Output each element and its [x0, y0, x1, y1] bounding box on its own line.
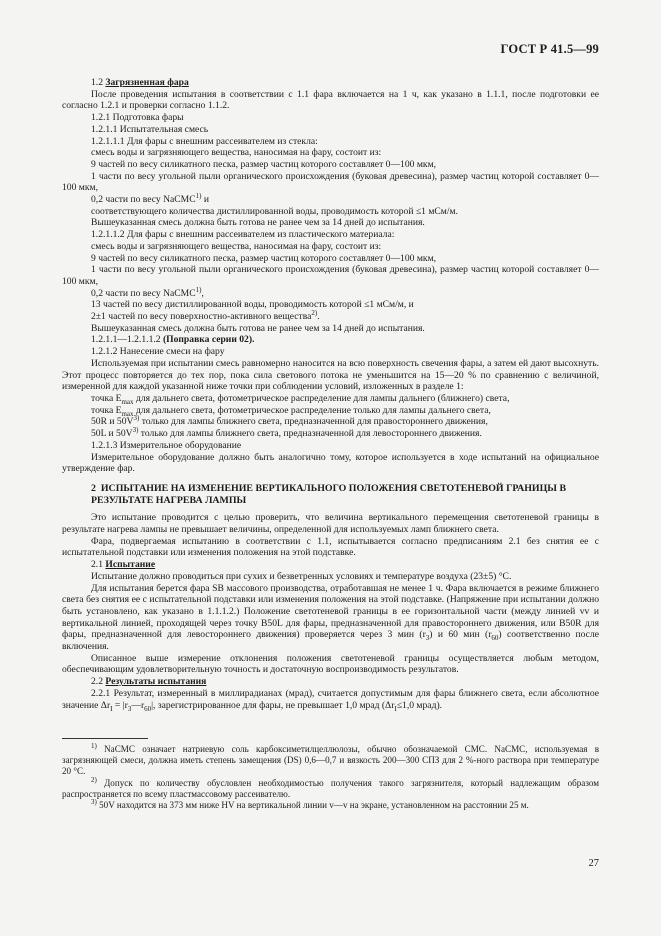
subsection-heading: 1.2.1.2 Нанесение смеси на фару	[91, 346, 225, 358]
paragraph: Это испытание проводится с целью проверить, что величина вертикального перемещения светотеневой границы в результате нагрева лампы не превышает величины, определенной для используемых ламп ближнего света.	[62, 512, 599, 536]
subscript: I	[110, 704, 113, 713]
text-run: ,	[201, 287, 204, 299]
paragraph: Испытание должно проводиться при сухих и безветренных условиях и температуре воздуха (23±5) °С.	[91, 570, 512, 582]
subsection-heading: 1.2.1.1.2 Для фары с внешним рассеивателем из пластического материала:	[91, 229, 395, 241]
paragraph: После проведения испытания в соответствии с 1.1 фара включается на 1 ч, как указано в 1.1.1, после подготовки ее согласно 1.2.1 и проверки согласно 1.1.2.	[62, 88, 599, 112]
section-title: Загрязненная фара	[105, 77, 189, 88]
footnote-ref: 1)	[195, 191, 202, 200]
point-item	[62, 393, 599, 405]
text-run: 2±1 частей по весу поверхностно-активного вещества	[91, 311, 312, 323]
footnote-text: 50V находится на 373 мм ниже HV на вертикальной линии v—v на экране, установленном на расстоянии 25 м.	[96, 800, 529, 811]
amendment-note	[62, 334, 599, 346]
point-item	[62, 405, 599, 417]
section-title: Результаты испытания	[105, 676, 207, 688]
footnote-separator	[62, 738, 148, 739]
list-line	[62, 308, 599, 323]
section-number: 1.2	[91, 77, 103, 88]
paragraph	[62, 583, 599, 653]
point-item	[62, 425, 599, 440]
list-line: смесь воды и загрязняющего вещества, наносимая на фару, состоит из:	[91, 240, 382, 252]
text-run: и	[201, 194, 209, 206]
paragraph: Используемая при испытании смесь равномерно наносится на всю поверхность свечения фары, а затем ей дают высохнуть. Этот процесс повторяется до тех пор, пока сила светового потока не уменьшится на 15—20 % по сравнению с величиной, измеренной для каждой указанной ниже точки при соблюдении условий, изложенных в разделе 1:	[62, 357, 599, 393]
subscript: max	[121, 397, 134, 406]
subscript: I	[394, 704, 397, 713]
list-line: Вышеуказанная смесь должна быть готова не ранее чем за 14 дней до испытания.	[91, 217, 425, 229]
text-run: ≤1,0 мрад).	[396, 699, 443, 711]
text-run: для дальнего света, фотометрическое распределение для лампы дальнего (ближнего) света,	[133, 392, 510, 404]
subsection-heading: 1.2.1.3 Измерительное оборудование	[91, 439, 242, 451]
paragraph: Фара, подвергаемая испытанию в соответствии с 1.1, испытывается согласно предписаниям 2.1 без снятия ее с испытательной подставки или изменения положения на этой подставке.	[62, 535, 599, 559]
footnote-marker: 3)	[91, 797, 97, 806]
subscript: 3	[425, 634, 430, 643]
text-run: ) и 60 мин (r	[429, 629, 492, 641]
list-line: соответствующего количества дистиллированной воды, проводимость которой ≤1 мСм/м.	[91, 205, 459, 217]
footnote-text: NaCMC означает натриевую соль карбоксиметилцеллюлозы, обычно обозначаемой CMC. NaCMC, используемая в загрязняющей смеси, должна иметь степень замещения (DS) 0,6—0,7 и вязкость 200—300 СПЗ для 2 %-ного раствора при температуре 20 °С.	[62, 744, 599, 777]
point-item	[62, 416, 599, 428]
subscript: 60	[144, 704, 152, 713]
list-line: 9 частей по весу силикатного песка, размер частиц которого составляет 0—100 мкм,	[91, 158, 437, 170]
paragraph: Измерительное оборудование должно быть аналогично тому, которое используется в ходе испытаний на официальное утверждение фар.	[62, 451, 599, 475]
text-run: ) соответственно после включения.	[62, 629, 599, 653]
text-run: 0,2 части по весу NaCMC	[91, 194, 196, 206]
footnote	[62, 797, 599, 811]
footnotes	[62, 741, 599, 811]
text-run: 50L и 50V	[91, 428, 133, 440]
text-run: Для испытания берется фара SB массового производства, отработавшая не менее 1 ч. Фара включается в режиме ближнего света без снятия ее с испытательной подставки или изменения положения на этой подставке. (Напряжение при испытании должно быть установлено, как указано в 1.1.1.2.) Положение светотеневой границы в ее горизонтальной части (между линией vv и вертикальной линией, проходящей через точку B50L для фары, предназначенной для правостороннего движения, или B50R для фары, предназначенной для левостороннего движения) проверяется через 3 мин (r	[62, 582, 599, 641]
list-line: 9 частей по весу силикатного песка, размер частиц которого составляет 0—100 мкм,	[91, 252, 437, 264]
text-run: точка E	[91, 404, 122, 416]
subscript: 60	[491, 634, 499, 643]
footnote-marker: 2)	[91, 775, 97, 784]
paragraph: Описанное выше измерение отклонения положения светотеневой границы осуществляется любым методом, обеспечивающим удовлетворительную точность и достаточную воспроизводимость результатов.	[62, 652, 599, 676]
paragraph	[62, 688, 599, 711]
footnote-ref: 1)	[195, 285, 202, 294]
page-number: 27	[588, 858, 599, 869]
subscript: 3	[127, 704, 132, 713]
text-run: = |r	[112, 699, 128, 711]
text-run: 50R и 50V	[91, 416, 134, 428]
text-run: —r	[131, 699, 145, 711]
list-line	[62, 191, 599, 206]
text-run: 1.2.1.1—1.2.1.1.2	[91, 334, 163, 346]
section-2-1-heading	[62, 559, 599, 571]
text-run: точка E	[91, 392, 122, 404]
section-number: 2.1	[91, 559, 103, 571]
section-title: Испытание	[105, 559, 156, 571]
text-run: 2.2.1 Результат, измеренный в миллирадианах (мрад), считается допустимым для фары ближнего света, если абсолютное значение Δr	[62, 687, 599, 711]
page-header: ГОСТ Р 41.5—99	[500, 42, 599, 56]
footnote-ref: 2)	[311, 308, 318, 317]
text-run: только для лампы ближнего света, предназначенной для левостороннего движения.	[138, 428, 482, 440]
footnote-marker: 1)	[91, 741, 97, 750]
list-line: смесь воды и загрязняющего вещества, наносимая на фару, состоит из:	[91, 147, 382, 159]
list-line: Вышеуказанная смесь должна быть готова не ранее чем за 14 дней до испытания.	[91, 322, 425, 334]
footnote	[62, 775, 599, 800]
subsection-heading: 1.2.1.1 Испытательная смесь	[91, 123, 209, 135]
text-run: (Поправка серии 02).	[162, 334, 255, 346]
subsection-heading: 1.2.1.1.1 Для фары с внешним рассеивателем из стекла:	[91, 135, 318, 147]
section-title: ИСПЫТАНИЕ НА ИЗМЕНЕНИЕ ВЕРТИКАЛЬНОГО ПОЛОЖЕНИЯ СВЕТОТЕНЕВОЙ ГРАНИЦЫ В РЕЗУЛЬТАТЕ НАГРЕВА ЛАМПЫ	[91, 482, 567, 506]
list-line	[62, 285, 599, 300]
subsection-heading: 1.2.1 Подготовка фары	[91, 112, 184, 124]
footnote	[62, 741, 599, 778]
subscript: max	[121, 409, 134, 418]
section-number: 2	[91, 482, 96, 494]
text-run: 0,2 части по весу NaCMC	[91, 287, 196, 299]
section-1-2-heading	[62, 77, 599, 89]
footnote-ref: 3)	[133, 414, 140, 423]
list-line: 1 части по весу угольной пыли органического происхождения (буковая древесина), размер частиц которой составляет 0—100 мкм,	[62, 170, 599, 194]
footnote-ref: 3)	[132, 425, 139, 434]
section-2-2-heading	[62, 676, 599, 688]
text-run: .	[317, 311, 320, 323]
list-line: 1 части по весу угольной пыли органического происхождения (буковая древесина), размер частиц которой составляет 0—100 мкм,	[62, 264, 599, 287]
text-run: |, зарегистрированное для фары, не превышает 1,0 мрад (Δr	[151, 699, 395, 711]
text-run: для дальнего света, фотометрическое распределение только для лампы дальнего света,	[133, 404, 491, 416]
list-line: 13 частей по весу дистиллированной воды, проводимость которой ≤1 мСм/м, и	[91, 299, 414, 311]
section-number: 2.2	[91, 676, 103, 688]
text-run: только для лампы ближнего света, предназначенной для правостороннего движения,	[139, 416, 488, 428]
page-body	[62, 77, 599, 711]
section-2-heading	[62, 483, 599, 506]
footnote-text: Допуск по количеству обусловлен необходимостью получения такого загрязнителя, который надлежащим образом распространяется по всему пластмассовому рассеивателю.	[62, 777, 599, 799]
